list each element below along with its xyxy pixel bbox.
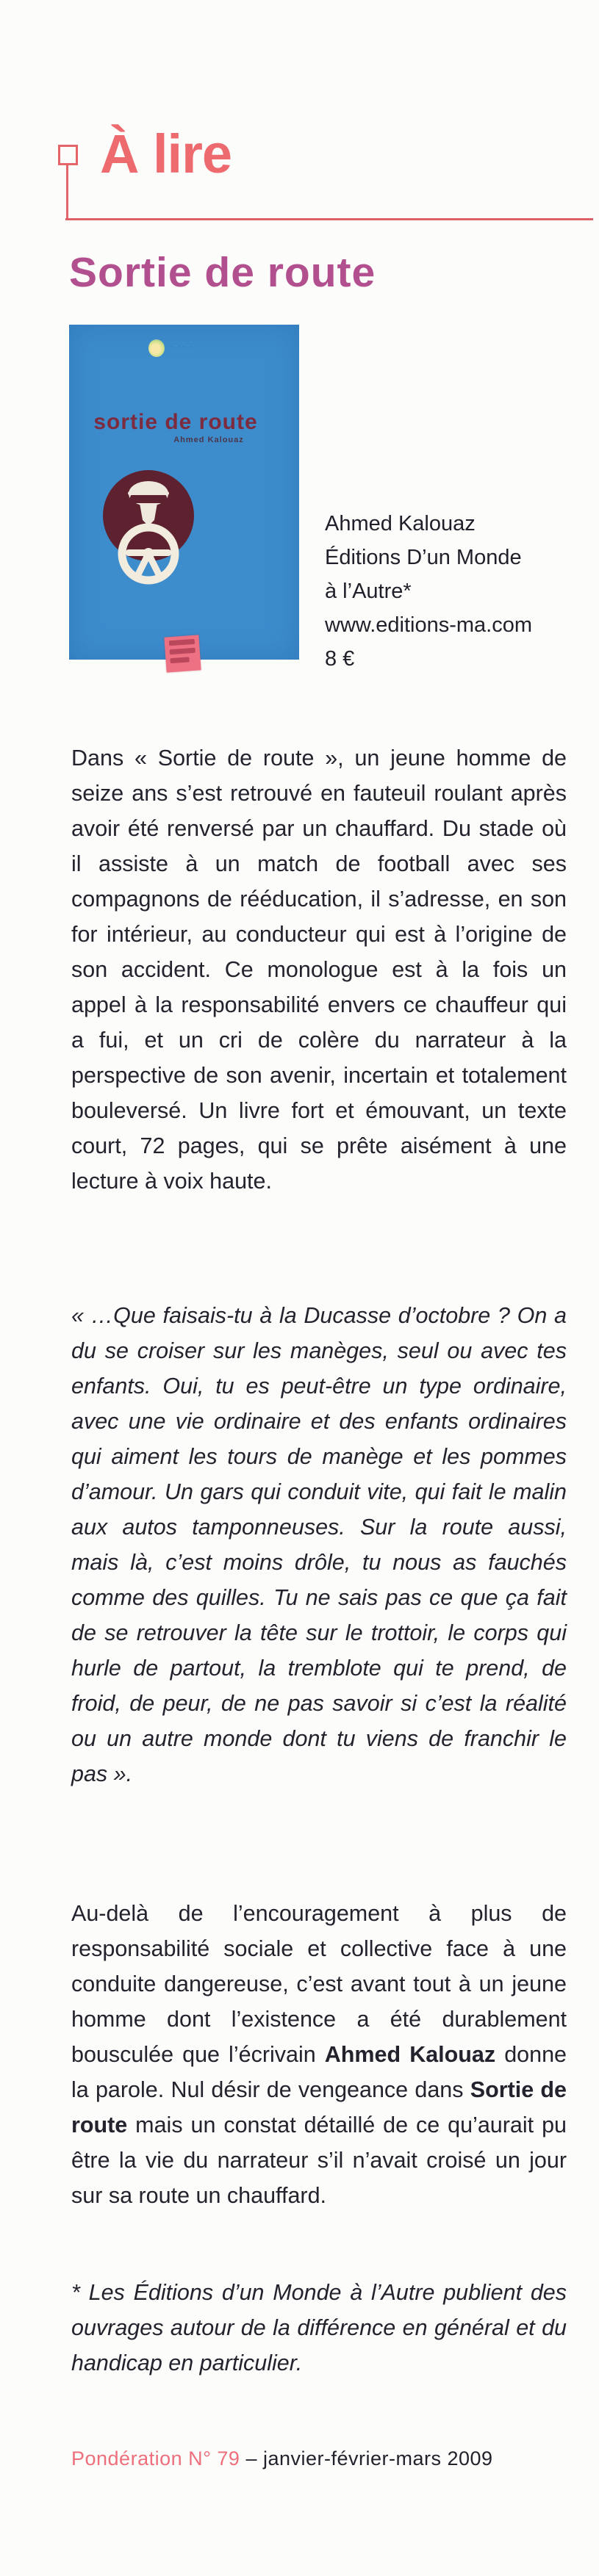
section-header: À lire (100, 123, 232, 184)
book-publisher-line1: Éditions D’un Monde (325, 546, 522, 569)
issue-date: – janvier-février-mars 2009 (245, 2447, 493, 2469)
article-paragraph-1: Dans « Sortie de route », un jeune homme de seize ans s’est retrouvé en fauteuil roulant après avoir été renversé par un chauffard. Du stade où il assiste à un match de football avec ses compagnons de rééducation, il s’adresse, en son for intérieur, au conducteur qui est à l’origine de son accident. Ce monologue est à la fois un appel à la responsabilité envers ce chauffeur qui a fui, et un cri de colère du narrateur à la perspective de son avenir, incertain et totalement bouleversé. Un livre fort et émouvant, un texte court, 72 pages, qui se prête aisément à une lecture à voix haute. (71, 745, 567, 1194)
publisher-footnote: * Les Éditions d’un Monde à l’Autre publient des ouvrages autour de la différence en général et du handicap en particulier. (71, 2279, 567, 2375)
page-footer (71, 2447, 586, 2470)
paragraph3-text-c: donne la parole. Nul désir de vengeance dans (71, 2041, 567, 2102)
driver-steering-wheel-illustration (101, 467, 196, 590)
book-price: 8 € (325, 647, 355, 671)
flag-marker-icon (58, 145, 78, 165)
book-publisher-line2: à l’Autre* (325, 580, 412, 603)
book-author: Ahmed Kalouaz (325, 512, 476, 535)
article-title: Sortie de route (69, 249, 376, 296)
author-name-bold: Ahmed Kalouaz (324, 2041, 496, 2067)
flag-marker-stem (66, 164, 68, 220)
cover-author: Ahmed Kalouaz (173, 436, 244, 444)
paragraph3-text-e: mais un constat détaillé de ce qu’aurait pu être la vie du narrateur s’il n’avait croisé un jour sur sa route un chauffard. (71, 2112, 567, 2208)
book-website: www.editions-ma.com (325, 613, 533, 637)
publisher-logo-text: · ·· · (171, 342, 195, 351)
magazine-name: Pondération N° 79 (71, 2447, 246, 2469)
paragraph3-text-a: Au-delà de l’encouragement à plus de responsabilité sociale et collective face à une conduite dangereuse, c’est avant tout à un jeune homme dont l’existence a été durablement bousculée que l’écrivain (71, 1900, 567, 2067)
book-title-bold: Sortie de route (71, 2077, 567, 2137)
book-details (325, 507, 578, 676)
publisher-logo-icon (148, 339, 165, 357)
book-cover (69, 325, 299, 660)
article-paragraph-3 (71, 1896, 567, 2213)
price-sticker (164, 635, 201, 672)
cover-title: sortie de route (93, 410, 258, 434)
section-divider (65, 218, 593, 220)
article-quote-paragraph: « …Que faisais-tu à la Ducasse d’octobre ? On a du se croiser sur les manèges, seul ou avec tes enfants. Oui, tu es peut-être un type ordinaire, avec une vie ordinaire et des enfants ordinaires qui aiment les tours de manège et les pommes d’amour. Un gars qui conduit vite, qui fait le malin aux autos tamponneuses. Sur la route aussi, mais là, c’est moins drôle, tu nous as fauchés comme des quilles. Tu ne sais pas ce que ça fait de se retrouver la tête sur le trottoir, le corps qui hurle de partout, la tremblote qui te prend, de froid, de peur, de ne pas savoir si c’est la réalité ou un autre monde dont tu viens de franchir le pas ». (71, 1302, 567, 1786)
